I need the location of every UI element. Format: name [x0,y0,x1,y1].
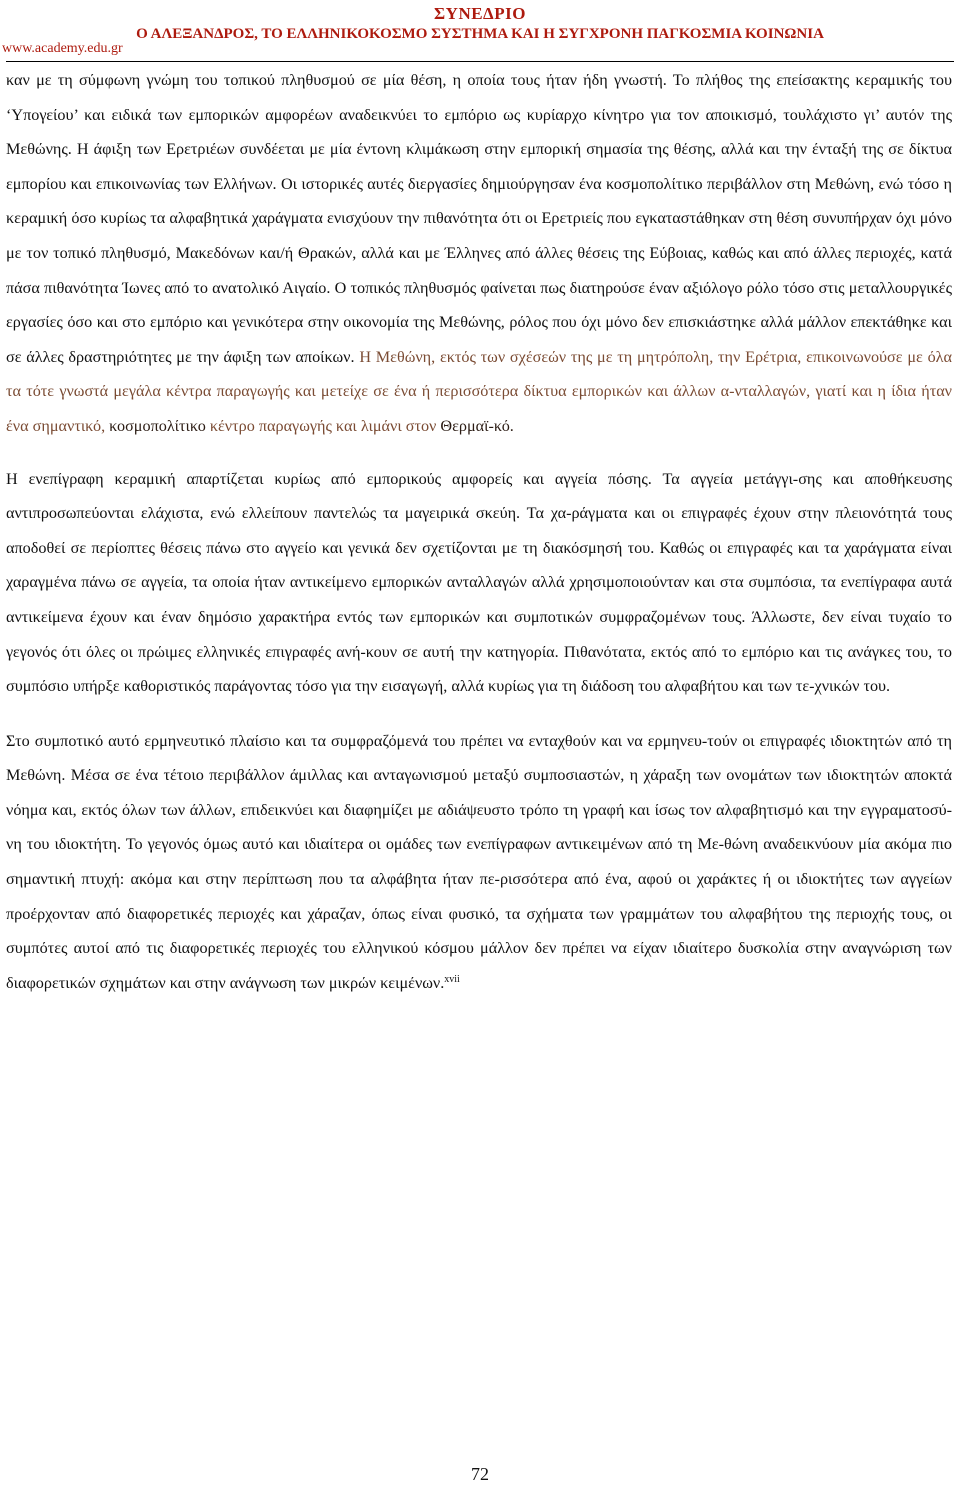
paragraph-1 [6,63,952,444]
paragraph-3 [6,724,952,1001]
header-divider [6,61,954,62]
paragraph-2: Η ενεπίγραφη κεραμική απαρτίζεται κυρίως από εμπορικούς αμφορείς και αγγεία πόσης. Τα αγγεία μετάγγι-σης και αποθήκευσης αντιπροσωπεύονται ελάχιστα, ενώ ελλείπουν παντελώς τα μαγειρικά σκεύη. Τα χα-ράγματα και οι επιγραφές έχουν στην πλειονότητά τους αποδοθεί σε περίοπτες θέσεις πάνω στο αγγείο και γενικά δεν σχετίζονται με τη διακόσμησή του. Καθώς οι επιγραφές και τα χαράγματα είναι χαραγμένα πάνω σε αγγεία, τα οποία ήταν αντικείμενο εμπορικών ανταλλαγών αλλά χρησιμοποιούνταν και στα συμπόσια, τα ενεπίγραφα αυτά αντικείμενα έχουν και έναν δημόσιο χαρακτήρα εντός των εμπορικών και συμποτικών συμφραζομένων τους. Άλλωστε, δεν είναι τυχαίο το γεγονός ότι όλες οι πρώιμες ελληνικές επιγραφές ανή-κουν σε αυτή την κατηγορία. Πιθανότατα, εκτός από το εμπόριο και τις ανάγκες του, το συμπόσιο υπήρξε καθοριστικός παράγοντας τόσο για την εισαγωγή, αλλά κυρίως για τη διάδοση του αλφαβήτου και των τε-χνικών του. [6,469,952,696]
paragraph-3-text: Στο συμποτικό αυτό ερμηνευτικό πλαίσιο και τα συμφραζόμενά του πρέπει να ενταχθούν και να ερμηνευ-τούν οι επιγραφές ιδιοκτητών από τη Μεθώνη. Μέσα σε ένα τέτοιο περιβάλλον άμιλλας και ανταγωνισμού μεταξύ συμποσιαστών, η χάραξη των ονομάτων των ιδιοκτητών αποκτά νόημα και, εκτός όλων των άλλων, επιδεικνύει και διαφημίζει με αδιάψευστο τρόπο τη γραφή και ίσως τον αλφαβητισμό και την εγγραματοσύ-νη του ιδιοκτήτη. Το γεγονός όμως αυτό και ιδιαίτερα οι ομάδες των ενεπίγραφων αντικειμένων από τη Με-θώνη αναδεικνύουν μία ακόμα πιο σημαντική πτυχή: ακόμα και στην περίπτωση που τα αλφάβητα ήταν πε-ρισσότερα από ένα, αφού οι χαράκτες ή οι ιδιοκτήτες των αγγείων προέρχονταν από διαφορετικές περιοχές και χάραζαν, όπως είναι φυσικό, τα σχήματα των γραμμάτων του αλφαβήτου της περιοχής τους, οι συμπότες αυτοί από τις διαφορετικές περιοχές του ελληνικού κόσμου μάλλον δεν πρέπει να είχαν ιδιαίτερο δυσκολία στην αναγνώριση των διαφορετικών σχημάτων και στην ανάγνωση των μικρών κειμένων. [6,731,952,992]
paragraph-1-text-a: καν με τη σύμφωνη γνώμη του τοπικού πληθυσμού σε μία θέση, η οποία τους ήταν ήδη γνωστή. Το πλήθος της επείσακτης κεραμικής του ‘Υπογείου’ και ειδικά των εμπορικών αμφορέων αναδεικνύει το εμπόριο ως κυρίαρχο κίνητρο για τον αποικισμό, τουλάχιστο γι’ αυτόν της Μεθώνης. Η άφιξη των Ερετριέων συνδέεται με μία έντονη κλιμάκωση στην εμπορική σημασία της θέσης, αλλά και την ένταξή της σε δίκτυα εμπορίου και επικοινωνίας των Ελλήνων. Οι ιστορικές αυτές διεργασίες δημιούργησαν ένα κοσμοπολίτικο περιβάλλον στη Μεθώνη, ενώ τόσο η κεραμική όσο κυρίως τα αλφαβητικά χαράγματα ενισχύουν την πιθανότητα ότι οι Ερετριείς που εγκαταστάθηκαν στη θέση συνυπήρχαν όχι μόνο με τον τοπικό πληθυσμό, Μακεδόνων και/ή Θρακών, αλλά και με Έλληνες από άλλες θέσεις της Εύβοιας, καθώς και από άλλες περιοχές, κατά πάσα πιθανότητα Ίωνες από το ανατολικό Αιγαίο. Ο τοπικός πληθυσμός φαίνεται πως διατηρούσε έναν αξιόλογο ρόλο τόσο στις μεταλλουργικές εργασίες όσο και στο εμπόριο και γενικότερα στην οικονομία της Μεθώνης, ρόλος που όχι μόνο δεν επισκιάστηκε αλλά μάλλον επεκτάθηκε και σε άλλες δραστηριότητες με την άφιξη των αποίκων. [6,71,952,366]
endnote-marker[interactable]: xvii [444,973,460,985]
document-body [6,63,952,1000]
paragraph-1-text-e: Θερμαϊ-κό. [440,416,514,435]
paragraph-1-text-b: Η Μεθώνη, εκτός των σχέσεών της με τη μητρόπολη, την Ερέτρια, επικοινωνούσε με όλα τα τότε γνωστά μεγάλα κέντρα παραγωγής και μετείχε σε ένα ή περισσότερα δίκτυα εμπορικών και άλλων α-νταλλαγών, γιατί και η ίδια ήταν ένα σημαντικό, [6,347,952,435]
paragraph-1-text-c: κοσμοπολίτικο [109,416,206,435]
page-header [6,0,954,44]
conference-subtitle: Ο ΑΛΕΞΑΝΔΡΟΣ, ΤΟ ΕΛΛΗΝΙΚΟΚΟΣΜΟ ΣΥΣΤΗΜΑ ΚΑΙ Η ΣΥΓΧΡΟΝΗ ΠΑΓΚΟΣΜΙΑ ΚΟΙΝΩΝΙΑ [136,26,824,42]
paragraph-1-text-d: κέντρο παραγωγής και λιμάνι στον [205,416,441,435]
conference-title: ΣΥΝΕΔΡΙΟ [434,4,526,23]
header-url-link[interactable]: www.academy.edu.gr [2,41,123,56]
page-number: 72 [471,1464,489,1484]
